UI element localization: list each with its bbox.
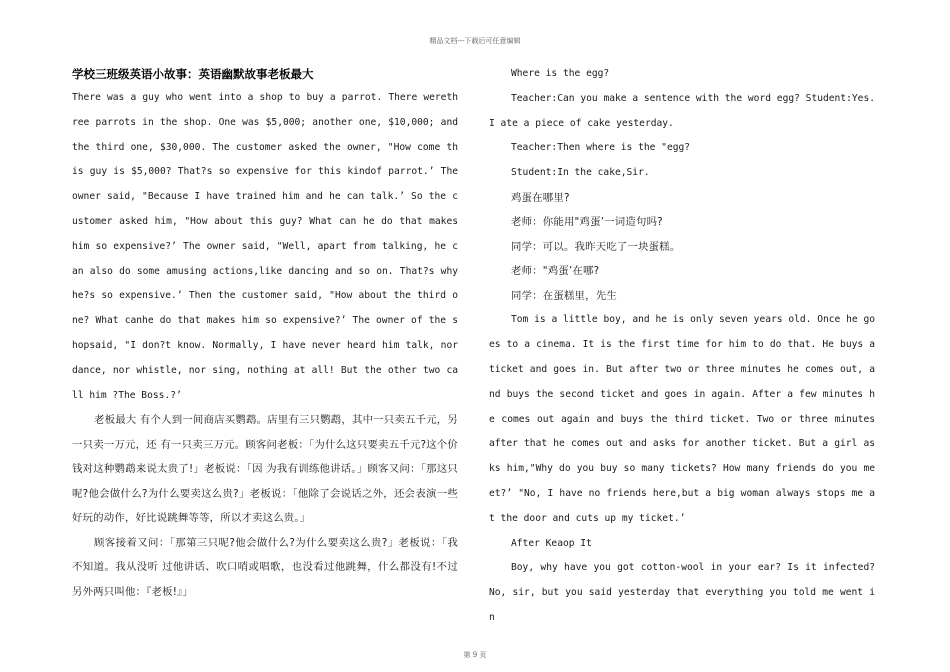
- egg-story-title: Where is the egg?: [511, 68, 610, 79]
- page-number: 第 9 页: [463, 651, 487, 659]
- egg-dialogue-line-chinese: 同学：可以。我昨天吃了一块蛋糕。: [511, 240, 681, 253]
- cinema-story: Tom is a little boy, and he is only seven years old. Once he goes to a cinema. It is the first time for him to do that. He buys a ticket and goes in. But after two or three minutes he comes out, and buys the second ticket and goes in again. After a few minutes he comes out again and buys the third ticket. Two or three minutes after that he comes out and asks for another ticket. But a girl asks him,"Why do you buy so many tickets? How many friends do you meet?’ "No, I have no friends here,but a big woman always stops me at the door and cuts up my ticket.’: [489, 314, 875, 524]
- egg-dialogue-line-chinese: 老师："鸡蛋’在哪?: [511, 265, 600, 278]
- egg-dialogue-line: Teacher:Then where is the "egg?: [511, 142, 691, 154]
- egg-dialogue-line-chinese: 同学：在蛋糕里，先生: [511, 289, 617, 302]
- left-column: [72, 62, 458, 604]
- egg-story-title-chinese: 鸡蛋在哪里?: [511, 191, 570, 204]
- egg-dialogue-line: Teacher:Can you make a sentence with the word egg? Student:Yes.I ate a piece of cake yesterday.: [489, 92, 875, 129]
- egg-dialogue-line-chinese: 老师：你能用"鸡蛋’一词造句吗?: [511, 216, 663, 229]
- right-column: [489, 62, 875, 631]
- egg-dialogue-line: Student:In the cake,Sir.: [511, 167, 650, 179]
- parrot-story-chinese-2: 顾客接着又问：「那第三只呢?他会做什么?为什么要卖这么贵?」老板说：「我不知道。我从没听 过他讲话、吹口哨或唱歌，也没看过他跳舞，什么都没有!不过另外两只叫他：『老板!』」: [72, 536, 458, 598]
- parrot-story-chinese-1: 老板最大 有个人到一间商店买鹦鹉。店里有三只鹦鹉，其中一只卖五千元，另一只卖一万元，还 有一只卖三万元。顾客问老板：「为什么这只要卖五千元?这个价钱对这种鹦鹉来说太贵了!」老板说：「因 为我有训练他讲话。」顾客又问：「那这只呢?他会做什么?为什么要卖这么贵?」老板说：「他除了会说话之外，还会表演一些好玩的动作，好比说跳舞等等，所以才卖这么贵。」: [72, 414, 458, 525]
- parrot-story-english: There was a guy who went into a shop to buy a parrot. There werethree parrots in the shop. One was $5,000; another one, $10,000; and the third one, $30,000. The customer asked the owner, "How come this guy is $5,000? That?s so expensive for this kindof parrot.’ The owner said, "Because I have trained him and he can talk.’ So the customer asked him, "How about this guy? What can he do that makes him so expensive?’ The owner said, "Well, apart from talking, he can also do some amusing actions,like dancing and so on. That?s why he?s so expensive.’ Then the customer said, "How about the third one? What canhe do that makes him so expensive?’ The owner of the shopsaid, "I don?t know. Normally, I have never heard him talk, nor dance, nor whistle, nor sing, nothing at all! But the other two call him ?The Boss.?’: [72, 92, 458, 401]
- page-header: 精品文档---下载后可任意编辑: [429, 37, 521, 45]
- article-title: 学校三班级英语小故事：英语幽默故事老板最大: [72, 67, 314, 81]
- keep-it-story-title: After Keaop It: [511, 537, 592, 549]
- keep-it-story: Boy, why have you got cotton-wool in your ear? Is it infected? No, sir, but you said yesterday that everything you told me went in: [489, 562, 875, 624]
